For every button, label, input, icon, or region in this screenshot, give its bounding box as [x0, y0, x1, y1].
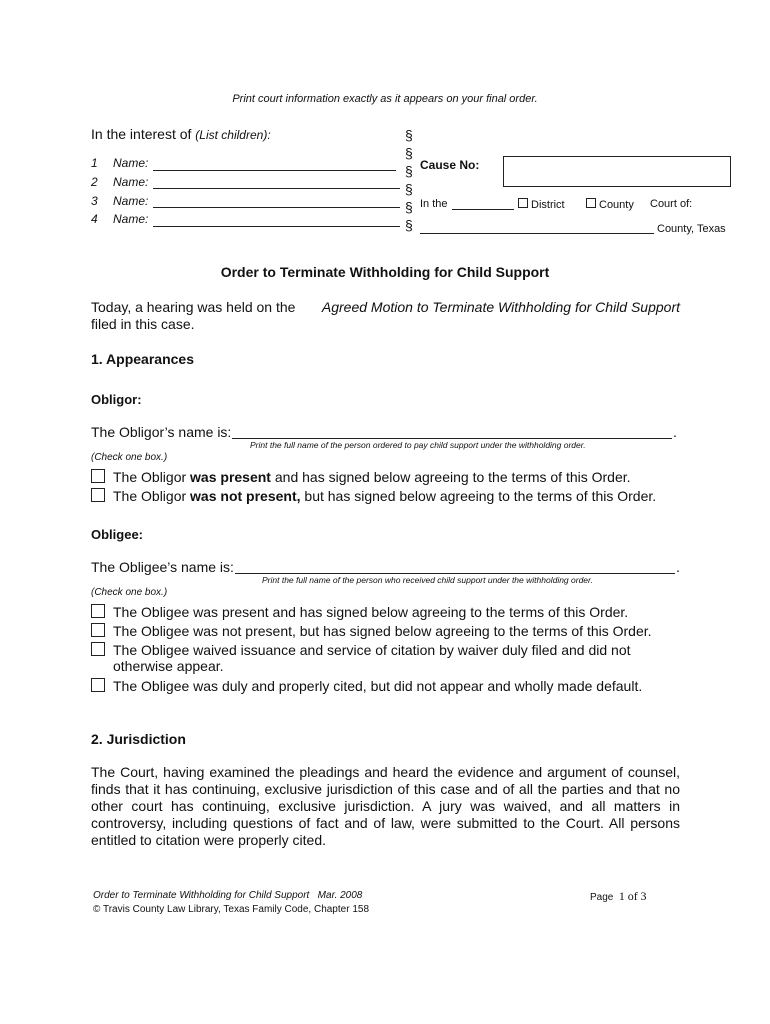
child-name-field-3[interactable]: [153, 207, 400, 208]
section-symbol: §: [405, 127, 413, 143]
checkbox-icon: [91, 623, 105, 637]
section-symbol: §: [405, 217, 413, 233]
cause-no-field[interactable]: [503, 156, 731, 187]
obligee-check-hint: (Check one box.): [91, 587, 168, 598]
period: .: [676, 559, 680, 575]
checkbox-icon: [518, 198, 528, 208]
in-the-label: In the: [420, 198, 448, 210]
footer-form-name: Order to Terminate Withholding for Child Support Mar. 2008: [93, 890, 363, 901]
checkbox-icon: [91, 642, 105, 656]
obligee-option-not-present[interactable]: The Obligee was not present, but has signed below agreeing to the terms of this Order.: [91, 623, 652, 639]
obligee-name-label: The Obligee’s name is:: [91, 559, 234, 575]
county-checkbox[interactable]: County: [586, 198, 634, 211]
obligor-name-field[interactable]: [232, 438, 672, 439]
checkbox-icon: [91, 488, 105, 502]
obligor-name-hint: Print the full name of the person ordered to pay child support under the withholding order.: [250, 440, 586, 450]
child-name-field-1[interactable]: [153, 170, 396, 171]
obligee-name-hint: Print the full name of the person who received child support under the withholding order.: [262, 575, 593, 585]
child-name-field-2[interactable]: [153, 188, 400, 189]
checkbox-icon: [91, 604, 105, 618]
obligor-option-not-present[interactable]: The Obligor was not present, but has signed below agreeing to the terms of this Order.: [91, 488, 656, 504]
jurisdiction-heading: 2. Jurisdiction: [91, 731, 186, 747]
print-instruction: Print court information exactly as it appears on your final order.: [232, 93, 538, 105]
child-name-field-4[interactable]: [153, 226, 400, 227]
obligor-check-hint: (Check one box.): [91, 452, 168, 463]
obligee-option-waived-continued: otherwise appear.: [113, 658, 224, 674]
court-of-label: Court of:: [650, 198, 693, 210]
appearances-heading: 1. Appearances: [91, 351, 194, 367]
jurisdiction-paragraph: The Court, having examined the pleadings and heard the evidence and argument of counsel, finds that it has continuing, exclusive jurisdiction of this case and of all the parties and that no other court has continuing, exclusive jurisdiction. A jury was waived, and all matters in controversy, including questions of fact and of law, were submitted to the Court. All persons entitled to citation were properly cited.: [91, 764, 680, 848]
section-symbol: §: [405, 145, 413, 161]
intro-paragraph: Today, a hearing was held on the Agreed Motion to Terminate Withholding for Child Support filed in this case.: [91, 299, 680, 332]
checkbox-icon: [91, 469, 105, 483]
page-number: Page 1 of 3: [590, 889, 647, 903]
checkbox-icon: [91, 678, 105, 692]
section-symbol: §: [405, 199, 413, 215]
obligee-heading: Obligee:: [91, 527, 144, 542]
obligor-heading: Obligor:: [91, 392, 142, 407]
obligor-option-present[interactable]: The Obligor was present and has signed below agreeing to the terms of this Order.: [91, 469, 631, 485]
period: .: [673, 424, 677, 440]
interest-of-label: In the interest of (List children):: [91, 126, 271, 142]
section-symbol: §: [405, 163, 413, 179]
obligee-option-present[interactable]: The Obligee was present and has signed below agreeing to the terms of this Order.: [91, 604, 628, 620]
obligor-name-label: The Obligor’s name is:: [91, 424, 232, 440]
obligee-option-waived[interactable]: The Obligee waived issuance and service of citation by waiver duly filed and did not: [91, 642, 631, 658]
section-symbol: §: [405, 181, 413, 197]
obligee-option-default[interactable]: The Obligee was duly and properly cited, but did not appear and wholly made default.: [91, 678, 642, 694]
county-texas-label: County, Texas: [657, 223, 726, 235]
county-name-field[interactable]: [420, 233, 654, 234]
court-number-field[interactable]: [452, 209, 514, 210]
footer-copyright: © Travis County Law Library, Texas Family Code, Chapter 158: [93, 904, 370, 915]
cause-no-label: Cause No:: [420, 158, 480, 172]
document-title: Order to Terminate Withholding for Child Support: [220, 264, 550, 280]
district-checkbox[interactable]: District: [518, 198, 565, 211]
obligee-name-field[interactable]: [235, 573, 675, 574]
checkbox-icon: [586, 198, 596, 208]
